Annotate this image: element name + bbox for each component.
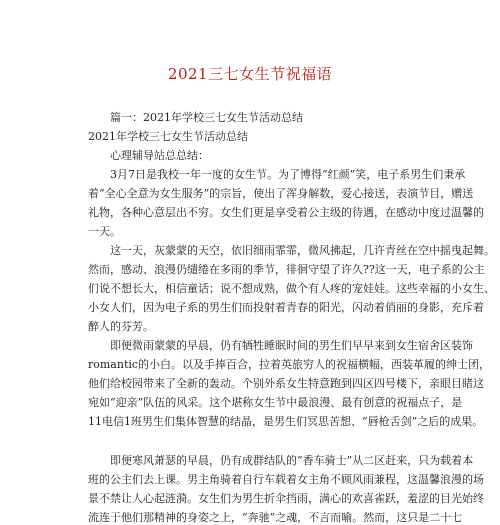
paragraph-line: 小女人们，因为电子系的男生们而投射着青春的阳光，闪动着俏丽的身影，充斥着 (88, 301, 484, 314)
subtitle-line: 篇一：2021年学校三七女生节活动总结 (110, 111, 303, 124)
subtitle-line: 2021年学校三七女生节活动总结 (88, 130, 248, 143)
paragraph-line: 景不禁让人心起涟漪。女生们为男生折伞挡雨，满心的欢喜雀跃，羞涩的目光始终 (88, 492, 484, 505)
paragraph-line: 着“全心全意为女生服务”的宗旨，使出了浑身解数，爱心接送，表演节目，赠送 (88, 187, 474, 200)
paragraph-line: romantic的小白。以及手捧百合，拉着英旅穷人的祝福横幅，西装革履的绅士团， (88, 358, 491, 371)
paragraph-line: 流连于他们那精神的身姿之上，“奔驰”之魂，不言而喻。然而，这只是二十七 (88, 511, 463, 524)
paragraph-line: 们说不想长大，相信童话；说不想成熟，做个有人疼的宠娃娃。这些幸福的小女生、 (88, 282, 495, 295)
section-label: 心理辅导站总总结： (110, 149, 209, 162)
paragraph-line: 礼物，各种心意层出不穷。女生们更是享受着公主级的待遇，在感动中度过温馨的 (88, 206, 484, 219)
paragraph-line: 3月7日是我校一年一度的女生节。为了博得“红颜”笑，电子系男生们秉承 (110, 168, 466, 181)
document-title: 2021三七女生节祝福语 (167, 65, 333, 83)
paragraph-line: 他们给校园带来了全新的轰动。个别外系女生特意跑到四区四号楼下，亲眼目睹这 (88, 377, 484, 390)
paragraph-line: 即便寒风萧瑟的早晨，仍有成群结队的“香车骑士”从二区赶来，只为载着本 (110, 454, 474, 467)
paragraph-line: 醉人的芬芳。 (88, 320, 154, 333)
paragraph-line: 11电信1班男生们集体智慧的结晶，是男生们冥思苦想、“唇枪舌剑”之后的成果。 (88, 415, 484, 428)
paragraph-line: 然而，感动、浪漫仍缱绻在多雨的季节，徘徊守望了许久??这一天，电子系的公主 (88, 263, 485, 276)
paragraph-line: 班的公主们去上课。男主角骑着自行车载着女主角不顾风雨兼程，这温馨浪漫的场 (88, 473, 484, 486)
paragraph-line: 一天。 (88, 225, 121, 238)
paragraph-line: 这一天，灰蒙蒙的天空，依旧细雨霏霏，微风拂起，几许青丝在空中摇曳起舞。 (110, 244, 495, 257)
paragraph-line: 宛如“迎亲”队伍的风采。这个堪称女生节中最浪漫、最有创意的祝福点子，是 (88, 396, 463, 409)
paragraph-line: 即便微雨蒙蒙的早晨，仍有牺牲睡眠时间的男生们早早来到女生宿舍区装饰 (110, 339, 473, 352)
